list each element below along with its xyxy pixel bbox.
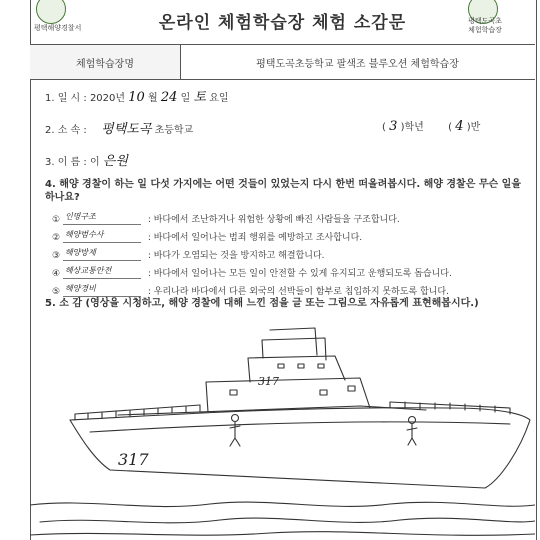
ship-window (230, 390, 237, 395)
duty-description: : 우리나라 바다에서 다른 외국의 선박들이 함부로 침입하지 못하도록 합니다. (147, 287, 449, 297)
crew-figure (407, 424, 417, 445)
ship-window (348, 386, 355, 391)
program-label: 체험학습장명 (30, 45, 181, 79)
date-weekday-unit: 요일 (209, 93, 229, 104)
name-label: 3. 이 름 : 이 (45, 157, 100, 168)
duty-answer: 해양범수사 (64, 230, 104, 239)
duty-number: ④ (52, 269, 61, 279)
duty-answer: 해양경비 (64, 284, 96, 293)
duty-number: ② (52, 233, 61, 243)
document-title: 온라인 체험학습장 체험 소감문 (158, 13, 407, 33)
duty-answer: 인명구조 (64, 212, 96, 221)
date-weekday: 토 (193, 90, 206, 105)
right-logo-caption (445, 17, 525, 35)
duty-description: : 바다가 오염되는 것을 방지하고 해결합니다. (147, 251, 325, 261)
right-logo-caption-line2: 체험학습장 (468, 26, 502, 34)
upper-hull-number: 317 (258, 375, 279, 388)
duty-number: ⑤ (52, 287, 61, 297)
school-suffix: 초등학교 (154, 125, 194, 136)
grade-unit: )학년 (400, 122, 424, 133)
ship-drawing (30, 320, 535, 540)
date-label: 1. 일 시 : 2020년 (45, 93, 126, 104)
ship-window (320, 390, 327, 395)
question-5-text: 5. 소 감 (영상을 시청하고, 해양 경찰에 대해 느낀 점을 글 또는 그림으로 자유롭게 표현해봅시다.) (45, 298, 479, 309)
school-label: 2. 소 속 : (45, 125, 87, 136)
left-logo-caption: 평택해양경찰서 (34, 24, 82, 32)
date-month-unit: 월 (147, 93, 158, 104)
date-line (45, 86, 229, 105)
crew-figure-head (232, 415, 239, 422)
duty-number: ① (52, 215, 61, 225)
date-day: 24 (160, 90, 178, 105)
name-value: 은원 (102, 154, 128, 169)
ship-window (318, 364, 324, 368)
grade-value: 3 (389, 119, 398, 134)
ship-mast-outline (270, 328, 317, 355)
duty-item (52, 266, 452, 279)
school-line (45, 118, 193, 137)
ship-hull (70, 408, 530, 488)
duty-item (52, 248, 325, 261)
sea-wave (30, 532, 535, 536)
hull-number: 317 (118, 450, 149, 469)
date-day-unit: 일 (180, 93, 191, 104)
grade-class-line (382, 118, 480, 134)
school-value: 평택도곡 (101, 122, 152, 137)
question-4-text: 4. 해양 경찰이 하는 일 다섯 가지에는 어떤 것들이 있었는지 다시 한번 떠올려봅시다. 해양 경찰은 무슨 일을 하나요? (45, 179, 521, 203)
duty-number: ③ (52, 251, 61, 261)
duty-item (52, 284, 449, 297)
class-value: 4 (455, 119, 464, 134)
duty-description: : 바다에서 일어나는 모든 일이 안전할 수 있게 유지되고 운행되도록 돕습니다. (147, 269, 452, 279)
duty-answer: 해상교통안전 (64, 266, 112, 275)
duty-description: : 바다에서 조난하거나 위험한 상황에 빠진 사람들을 구조합니다. (147, 215, 400, 225)
sea-wave (40, 518, 535, 523)
duty-item (52, 212, 400, 225)
right-logo-caption-line1: 평택도곡초 (468, 17, 502, 25)
ship-window (298, 364, 304, 368)
date-month: 10 (128, 90, 145, 105)
program-row (30, 44, 535, 80)
grade-open: ( (382, 122, 386, 133)
ship-hull-line (90, 422, 510, 432)
duty-answer: 해양방제 (64, 248, 96, 257)
class-open: ( (448, 122, 453, 133)
duty-description: : 바다에서 일어나는 범죄 행위를 예방하고 조사합니다. (147, 233, 363, 243)
sea-wave (30, 502, 535, 506)
class-unit: )반 (466, 122, 481, 133)
program-value: 평택도곡초등학교 팔색조 블루오션 체험학습장 (256, 58, 459, 70)
name-line (45, 150, 128, 169)
duty-item (52, 230, 362, 243)
ship-window (278, 364, 284, 368)
